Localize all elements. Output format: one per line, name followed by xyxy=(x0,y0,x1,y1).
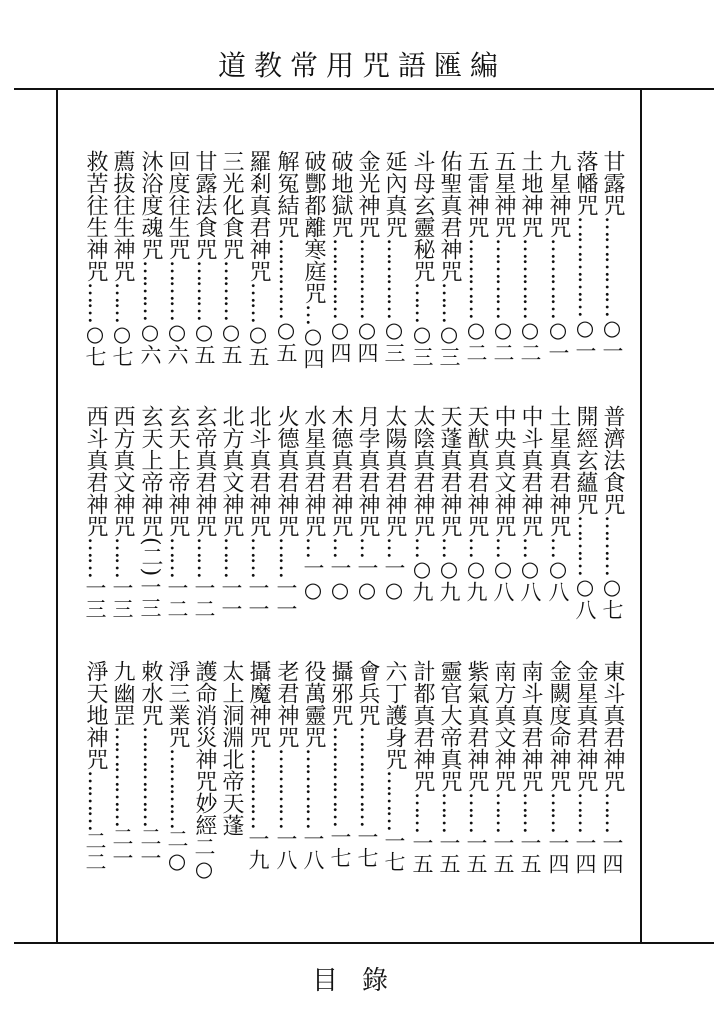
toc-entry-title: 火德真君神咒 xyxy=(274,405,299,537)
toc-entry-page: 一七 xyxy=(355,826,379,868)
toc-entry xyxy=(109,405,135,620)
toc-entry-page: ○三 xyxy=(410,322,434,367)
toc-leader-dots: ……… xyxy=(83,770,108,830)
toc-entry-page: ○五 xyxy=(219,320,243,365)
toc-entry-page: 二一 xyxy=(138,826,162,868)
toc-entry xyxy=(381,405,407,620)
toc-entry-title: 水星真君神咒 xyxy=(301,405,326,537)
toc-entry xyxy=(409,405,435,620)
toc-entry xyxy=(599,660,625,880)
toc-entry-page: ○八 xyxy=(491,557,515,602)
toc-entry-title: 西斗真君神咒 xyxy=(83,405,108,537)
toc-entry-page: 一一 xyxy=(274,577,298,619)
toc-entry-page: ○七 xyxy=(83,322,107,367)
toc-leader-dots: ……… xyxy=(138,260,163,320)
toc-leader-dots: ………… xyxy=(491,238,516,318)
toc-entry xyxy=(572,660,598,880)
toc-entry-title: 落幡咒 xyxy=(573,150,598,216)
toc-entry-page: 一二 xyxy=(192,577,216,619)
toc-entry-title: 沐浴度魂咒 xyxy=(138,150,163,260)
toc-entry xyxy=(409,150,435,370)
toc-entry xyxy=(517,660,543,880)
toc-leader-dots: ……… xyxy=(573,515,598,575)
toc-entry-title: 月孛真君神咒 xyxy=(355,405,380,537)
toc-entry-title: 金星真君神咒 xyxy=(573,660,598,792)
toc-leader-dots: ……… xyxy=(600,515,625,575)
toc-entry-title: 救苦往生神咒 xyxy=(83,150,108,282)
toc-entry-title: 土地神咒 xyxy=(518,150,543,238)
toc-entry xyxy=(245,150,271,370)
toc-leader-dots: ………… xyxy=(246,748,271,828)
toc-entry-page: ○一 xyxy=(600,316,624,361)
toc-entry-page: ○一 xyxy=(546,318,570,363)
toc-entry-page: 一四 xyxy=(546,832,570,874)
toc-entry xyxy=(572,150,598,370)
toc-entry xyxy=(273,660,299,880)
toc-entry-title: 淨天地神咒 xyxy=(83,660,108,770)
toc-entry-title: 太陽真君神咒 xyxy=(382,405,407,537)
toc-entry-page: ○七 xyxy=(600,575,624,620)
toc-entry xyxy=(164,150,190,370)
toc-entry-title: 中斗真君神咒 xyxy=(518,405,543,537)
toc-entry-title: 六丁護身咒 xyxy=(382,660,407,770)
toc-entry-page: ○三 xyxy=(437,322,461,367)
toc-entry-page: ○八 xyxy=(573,575,597,620)
toc-leader-dots: ………… xyxy=(274,748,299,828)
toc-leader-dots: …………… xyxy=(573,216,598,316)
toc-entry-title: 薦拔往生神咒 xyxy=(110,150,135,282)
toc-entry xyxy=(109,150,135,370)
toc-leader-dots: …………… xyxy=(328,726,353,826)
toc-entry-page: 一七 xyxy=(328,826,352,868)
toc-entry-page: ○二 xyxy=(518,318,542,363)
toc-leader-dots: ………… xyxy=(382,238,407,318)
toc-entry xyxy=(327,150,353,370)
toc-leader-dots: …………… xyxy=(138,726,163,826)
toc-entry xyxy=(463,405,489,620)
toc-entry-page: 一五 xyxy=(518,832,542,874)
toc-entry-title: 西方真文神咒 xyxy=(110,405,135,537)
toc-leader-dots: …… xyxy=(410,282,435,322)
toc-entry xyxy=(300,150,326,370)
toc-entry-page: 一一 xyxy=(219,577,243,619)
toc-entry-title: 開經玄蘊咒 xyxy=(573,405,598,515)
toc-entry-title: 役萬靈咒 xyxy=(301,660,326,748)
toc-entry-title: 北斗真君神咒 xyxy=(246,405,271,537)
toc-leader-dots: …… xyxy=(219,537,244,577)
toc-entry xyxy=(572,405,598,620)
toc-entry-title: 土星真君神咒 xyxy=(546,405,571,537)
toc-leader-dots: ……… xyxy=(165,260,190,320)
toc-entry xyxy=(218,405,244,620)
toc-entry-page: 一一 xyxy=(246,577,270,619)
toc-leader-dots: …… xyxy=(246,282,271,322)
toc-entry xyxy=(164,405,190,620)
toc-entry xyxy=(327,660,353,880)
toc-entry-title: 北方真文神咒 xyxy=(219,405,244,537)
toc-entry-page: ○九 xyxy=(410,557,434,602)
toc-leader-dots: … xyxy=(328,537,353,557)
toc-entry-page: 一三 xyxy=(110,577,134,619)
toc-leader-dots: …… xyxy=(573,792,598,832)
toc-entry-title: 淨三業咒 xyxy=(165,660,190,748)
toc-leader-dots: … xyxy=(546,537,571,557)
toc-entry xyxy=(137,150,163,370)
toc-entry xyxy=(82,405,108,620)
toc-entry-title: 南方真文神咒 xyxy=(491,660,516,792)
toc-leader-dots: … xyxy=(301,537,326,557)
toc-leader-dots: ……… xyxy=(219,260,244,320)
toc-leader-dots: …… xyxy=(246,537,271,577)
toc-leader-dots: …………… xyxy=(110,726,135,826)
toc-entry-page: ○四 xyxy=(355,318,379,363)
toc-entry-title: 老君神咒 xyxy=(274,660,299,748)
toc-entry-title: 佑聖真君神咒 xyxy=(437,150,462,282)
toc-leader-dots: …… xyxy=(110,282,135,322)
toc-leader-dots: …… xyxy=(518,792,543,832)
toc-entry xyxy=(463,150,489,370)
toc-entry-title: 攝魔神咒 xyxy=(246,660,271,748)
toc-entry-title: 玄天上帝神咒 xyxy=(165,405,190,537)
toc-leader-dots: …………… xyxy=(600,216,625,316)
toc-leader-dots: ………… xyxy=(464,238,489,318)
toc-entry xyxy=(191,405,217,620)
toc-leader-dots: … xyxy=(437,537,462,557)
toc-entry xyxy=(82,150,108,370)
toc-entry-title: 中央真文神咒 xyxy=(491,405,516,537)
toc-entry-page: 一三 xyxy=(138,576,162,619)
toc-entry xyxy=(381,150,407,370)
toc-entry-page: 一八 xyxy=(274,828,298,870)
toc-entry xyxy=(354,150,380,370)
toc-entry xyxy=(273,405,299,620)
toc-entry-title: 天蓬真君神咒 xyxy=(437,405,462,537)
toc-entry-page: 一四 xyxy=(600,832,624,874)
toc-entry-title: 南斗真君神咒 xyxy=(518,660,543,792)
toc-entry-page: 一○ xyxy=(355,557,379,602)
toc-entry-page: 一八 xyxy=(301,828,325,870)
toc-entry xyxy=(463,660,489,880)
toc-entry-page: 一五 xyxy=(437,832,461,874)
toc-leader-dots: … xyxy=(382,537,407,557)
toc-entry-title: 金闕度命神咒 xyxy=(546,660,571,792)
toc-leader-dots: ………… xyxy=(355,238,380,318)
toc-entry-title: 金光神咒 xyxy=(355,150,380,238)
toc-entry-page: ○六 xyxy=(138,320,162,365)
toc-entry-page: 二○ xyxy=(192,836,216,881)
toc-entry xyxy=(545,660,571,880)
toc-entry-page: ○五 xyxy=(192,320,216,365)
toc-entry-title: 斗母玄靈秘咒 xyxy=(410,150,435,282)
toc-leader-dots: … xyxy=(355,537,380,557)
toc-entry-page: ○五 xyxy=(246,322,270,367)
toc-entry-title: 東斗真君神咒 xyxy=(600,660,625,792)
toc-entry-page: ○二 xyxy=(491,318,515,363)
toc-entry-title: 延內真咒 xyxy=(382,150,407,238)
toc-entry xyxy=(436,405,462,620)
toc-entry xyxy=(137,660,163,880)
toc-entry-title: 會兵咒 xyxy=(355,660,380,726)
toc-leader-dots: ………… xyxy=(301,748,326,828)
toc-entry-page: ○一 xyxy=(573,316,597,361)
toc-entry-title: 紫氣真君神咒 xyxy=(464,660,489,792)
toc-entry-page: ○三 xyxy=(382,318,406,363)
toc-leader-dots: … xyxy=(410,537,435,557)
toc-entry-page: ○六 xyxy=(165,320,189,365)
toc-entry-page: 一五 xyxy=(410,832,434,874)
toc-entry-title: 九幽罡 xyxy=(110,660,135,726)
toc-entry-page: 一七 xyxy=(382,830,406,872)
toc-entry xyxy=(436,660,462,880)
toc-entry-title: 五雷神咒 xyxy=(464,150,489,238)
toc-entry xyxy=(436,150,462,370)
toc-entry xyxy=(164,660,190,880)
toc-leader-dots: …… xyxy=(491,792,516,832)
toc-leader-dots: … xyxy=(301,304,326,324)
toc-entry-page: ○九 xyxy=(437,557,461,602)
toc-entry xyxy=(490,660,516,880)
toc-entry-title: 太陰真君神咒 xyxy=(410,405,435,537)
toc-entry-page: 一九 xyxy=(246,828,270,870)
toc-entry-page: 二一 xyxy=(110,826,134,868)
toc-leader-dots: ………… xyxy=(518,238,543,318)
toc-entry-title: 甘露咒 xyxy=(600,150,625,216)
toc-entry xyxy=(490,405,516,620)
toc-leader-dots: ……… xyxy=(382,770,407,830)
toc-entry xyxy=(109,660,135,880)
bottom-rule xyxy=(14,942,714,944)
toc-entry-title: 木德真君神咒 xyxy=(328,405,353,537)
toc-entry xyxy=(545,405,571,620)
toc-leader-dots: …… xyxy=(546,792,571,832)
toc-entry-page: 一四 xyxy=(573,832,597,874)
toc-entry-page: ○四 xyxy=(301,324,325,369)
toc-entry-title: 攝邪咒 xyxy=(328,660,353,726)
toc-entry xyxy=(517,405,543,620)
toc-entry-title: 天猷真君神咒 xyxy=(464,405,489,537)
toc-entry-page: 二二 xyxy=(83,830,107,872)
toc-entry-page: 一五 xyxy=(464,832,488,874)
toc-entry-title: 甘露法食咒 xyxy=(192,150,217,260)
toc-leader-dots: …… xyxy=(83,537,108,577)
toc-entry xyxy=(381,660,407,880)
toc-entry-title: 敕水咒 xyxy=(138,660,163,726)
toc-leader-dots: …… xyxy=(437,282,462,322)
toc-entry-page: 二○ xyxy=(165,828,189,873)
toc-entry-page: ○二 xyxy=(464,318,488,363)
toc-entry xyxy=(191,660,217,880)
toc-entry xyxy=(273,150,299,370)
toc-leader-dots: …… xyxy=(83,282,108,322)
toc-entry xyxy=(545,150,571,370)
toc-entry-page: ○五 xyxy=(274,318,298,363)
toc-entry-title: 回度往生咒 xyxy=(165,150,190,260)
toc-entry-title: 五星神咒 xyxy=(491,150,516,238)
toc-entry-title: 計都真君神咒 xyxy=(410,660,435,792)
toc-leader-dots: ……… xyxy=(192,260,217,320)
toc-entry-title: 靈官大帝真咒 xyxy=(437,660,462,792)
toc-entry-page: ○八 xyxy=(546,557,570,602)
toc-entry-page: 一五 xyxy=(491,832,515,874)
toc-entry-page: ○七 xyxy=(110,322,134,367)
toc-entry-title: 解冤結咒 xyxy=(274,150,299,238)
footer-label: 目錄 xyxy=(311,966,412,996)
toc-entry-title: 三光化食咒 xyxy=(219,150,244,260)
toc-leader-dots: …… xyxy=(600,792,625,832)
toc-entry xyxy=(245,660,271,880)
toc-leader-dots: ………… xyxy=(274,238,299,318)
toc-entry-page: ○四 xyxy=(328,318,352,363)
page-title: 道教常用咒語匯編 xyxy=(217,49,506,82)
toc-entry xyxy=(300,660,326,880)
toc-entry xyxy=(245,405,271,620)
toc-leader-dots: …… xyxy=(192,537,217,577)
toc-entry xyxy=(191,150,217,370)
toc-entry-title: 破地獄咒 xyxy=(328,150,353,238)
toc-leader-dots: ………… xyxy=(165,748,190,828)
toc-leader-dots: … xyxy=(464,537,489,557)
toc-leader-dots: … xyxy=(491,537,516,557)
toc-leader-dots: ………… xyxy=(546,238,571,318)
toc-leader-dots: …… xyxy=(274,537,299,577)
toc-entry-title: 破酆都離寒庭咒 xyxy=(301,150,326,304)
toc-entry xyxy=(409,660,435,880)
toc-leader-dots: …………… xyxy=(355,726,380,826)
toc-entry-page: 一○ xyxy=(382,557,406,602)
toc-leader-dots: … xyxy=(518,537,543,557)
toc-entry xyxy=(137,405,163,620)
toc-entry-page: ○八 xyxy=(518,557,542,602)
toc-entry xyxy=(327,405,353,620)
toc-entry xyxy=(354,405,380,620)
toc-entry-title: 太上洞淵北帝天蓬 xyxy=(219,660,244,836)
toc-leader-dots: …… xyxy=(110,537,135,577)
toc-entry xyxy=(218,660,244,880)
toc-entry xyxy=(599,150,625,370)
toc-entry-page: 一○ xyxy=(301,557,325,602)
toc-entry-title: 普濟法食咒 xyxy=(600,405,625,515)
toc-entry xyxy=(490,150,516,370)
toc-entry xyxy=(300,405,326,620)
toc-entry xyxy=(599,405,625,620)
toc-leader-dots: ………… xyxy=(328,238,353,318)
toc-entry xyxy=(82,660,108,880)
toc-entry-title: 護命消災神咒妙經 xyxy=(192,660,217,836)
toc-entry-title: 九星神咒 xyxy=(546,150,571,238)
toc-entry xyxy=(354,660,380,880)
toc-entry-page: 一三 xyxy=(83,577,107,619)
toc-entry-title: 玄天上帝神咒(二) xyxy=(138,405,163,577)
toc-entry xyxy=(218,150,244,370)
toc-leader-dots: …… xyxy=(464,792,489,832)
toc-entry xyxy=(517,150,543,370)
toc-leader-dots: …… xyxy=(165,537,190,577)
toc-leader-dots: …… xyxy=(410,792,435,832)
toc-entry-title: 羅剎真君神咒 xyxy=(246,150,271,282)
toc-entry-page: 一二 xyxy=(165,577,189,619)
toc-entry-page: ○九 xyxy=(464,557,488,602)
toc-leader-dots: …… xyxy=(437,792,462,832)
toc-entry-title: 玄帝真君神咒 xyxy=(192,405,217,537)
toc-entry-page: 一○ xyxy=(328,557,352,602)
